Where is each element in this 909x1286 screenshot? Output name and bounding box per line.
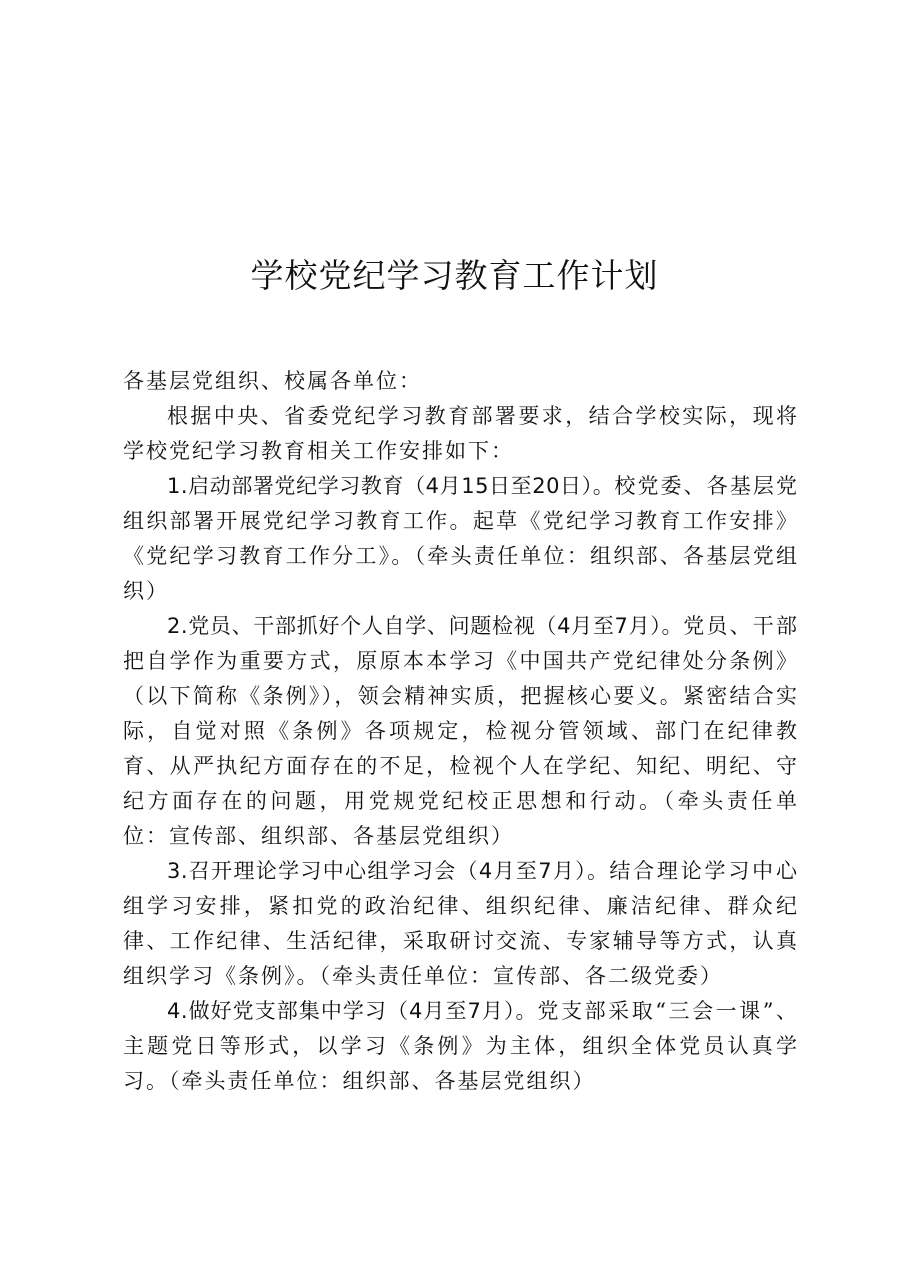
salutation: 各基层党组织、校属各单位： bbox=[123, 369, 422, 393]
section-3-paragraph bbox=[123, 854, 799, 994]
section-4-heading: 4.做好党支部集中学习（4月至7月）。 bbox=[167, 999, 538, 1023]
intro-paragraph: 根据中央、省委党纪学习教育部署要求，结合学校实际，现将学校党纪学习教育相关工作安排如下： bbox=[123, 404, 799, 463]
section-2-heading: 2.党员、干部抓好个人自学、问题检视（4月至7月）。 bbox=[167, 614, 684, 638]
section-3-body: 结合理论学习中心组学习安排，紧扣党的政治纪律、组织纪律、廉洁纪律、群众纪律、工作纪律、生活纪律，采取研讨交流、专家辅导等方式，认真组织学习《条例》。（牵头责任单位：宣传部、各二级党委） bbox=[123, 859, 799, 988]
section-4-body: 党支部采取“三会一课”、主题党日等形式，以学习《条例》为主体，组织全体党员认真学习。（牵头责任单位：组织部、各基层党组织） bbox=[123, 999, 799, 1093]
section-2-body: 党员、干部把自学作为重要方式，原原本本学习《中国共产党纪律处分条例》（以下简称《条例》），领会精神实质，把握核心要义。紧密结合实际，自觉对照《条例》各项规定，检视分管领域、部门在纪律教育、从严执纪方面存在的不足，检视个人在学纪、知纪、明纪、守纪方面存在的问题，用党规党纪校正思想和行动。（牵头责任单位：宣传部、组织部、各基层党组织） bbox=[123, 614, 799, 848]
section-1-heading: 1.启动部署党纪学习教育（4月15日至20日）。 bbox=[167, 474, 615, 498]
document-body bbox=[123, 364, 799, 1099]
section-1-body: 校党委、各基层党组织部署开展党纪学习教育工作。起草《党纪学习教育工作安排》《党纪学习教育工作分工》。（牵头责任单位：组织部、各基层党组织） bbox=[123, 474, 800, 603]
document-title: 学校党纪学习教育工作计划 bbox=[250, 256, 659, 295]
section-2-paragraph bbox=[123, 609, 799, 854]
section-3-heading: 3.召开理论学习中心组学习会（4月至7月）。 bbox=[167, 859, 610, 883]
section-4-paragraph bbox=[123, 994, 799, 1099]
section-1-paragraph bbox=[123, 469, 799, 609]
